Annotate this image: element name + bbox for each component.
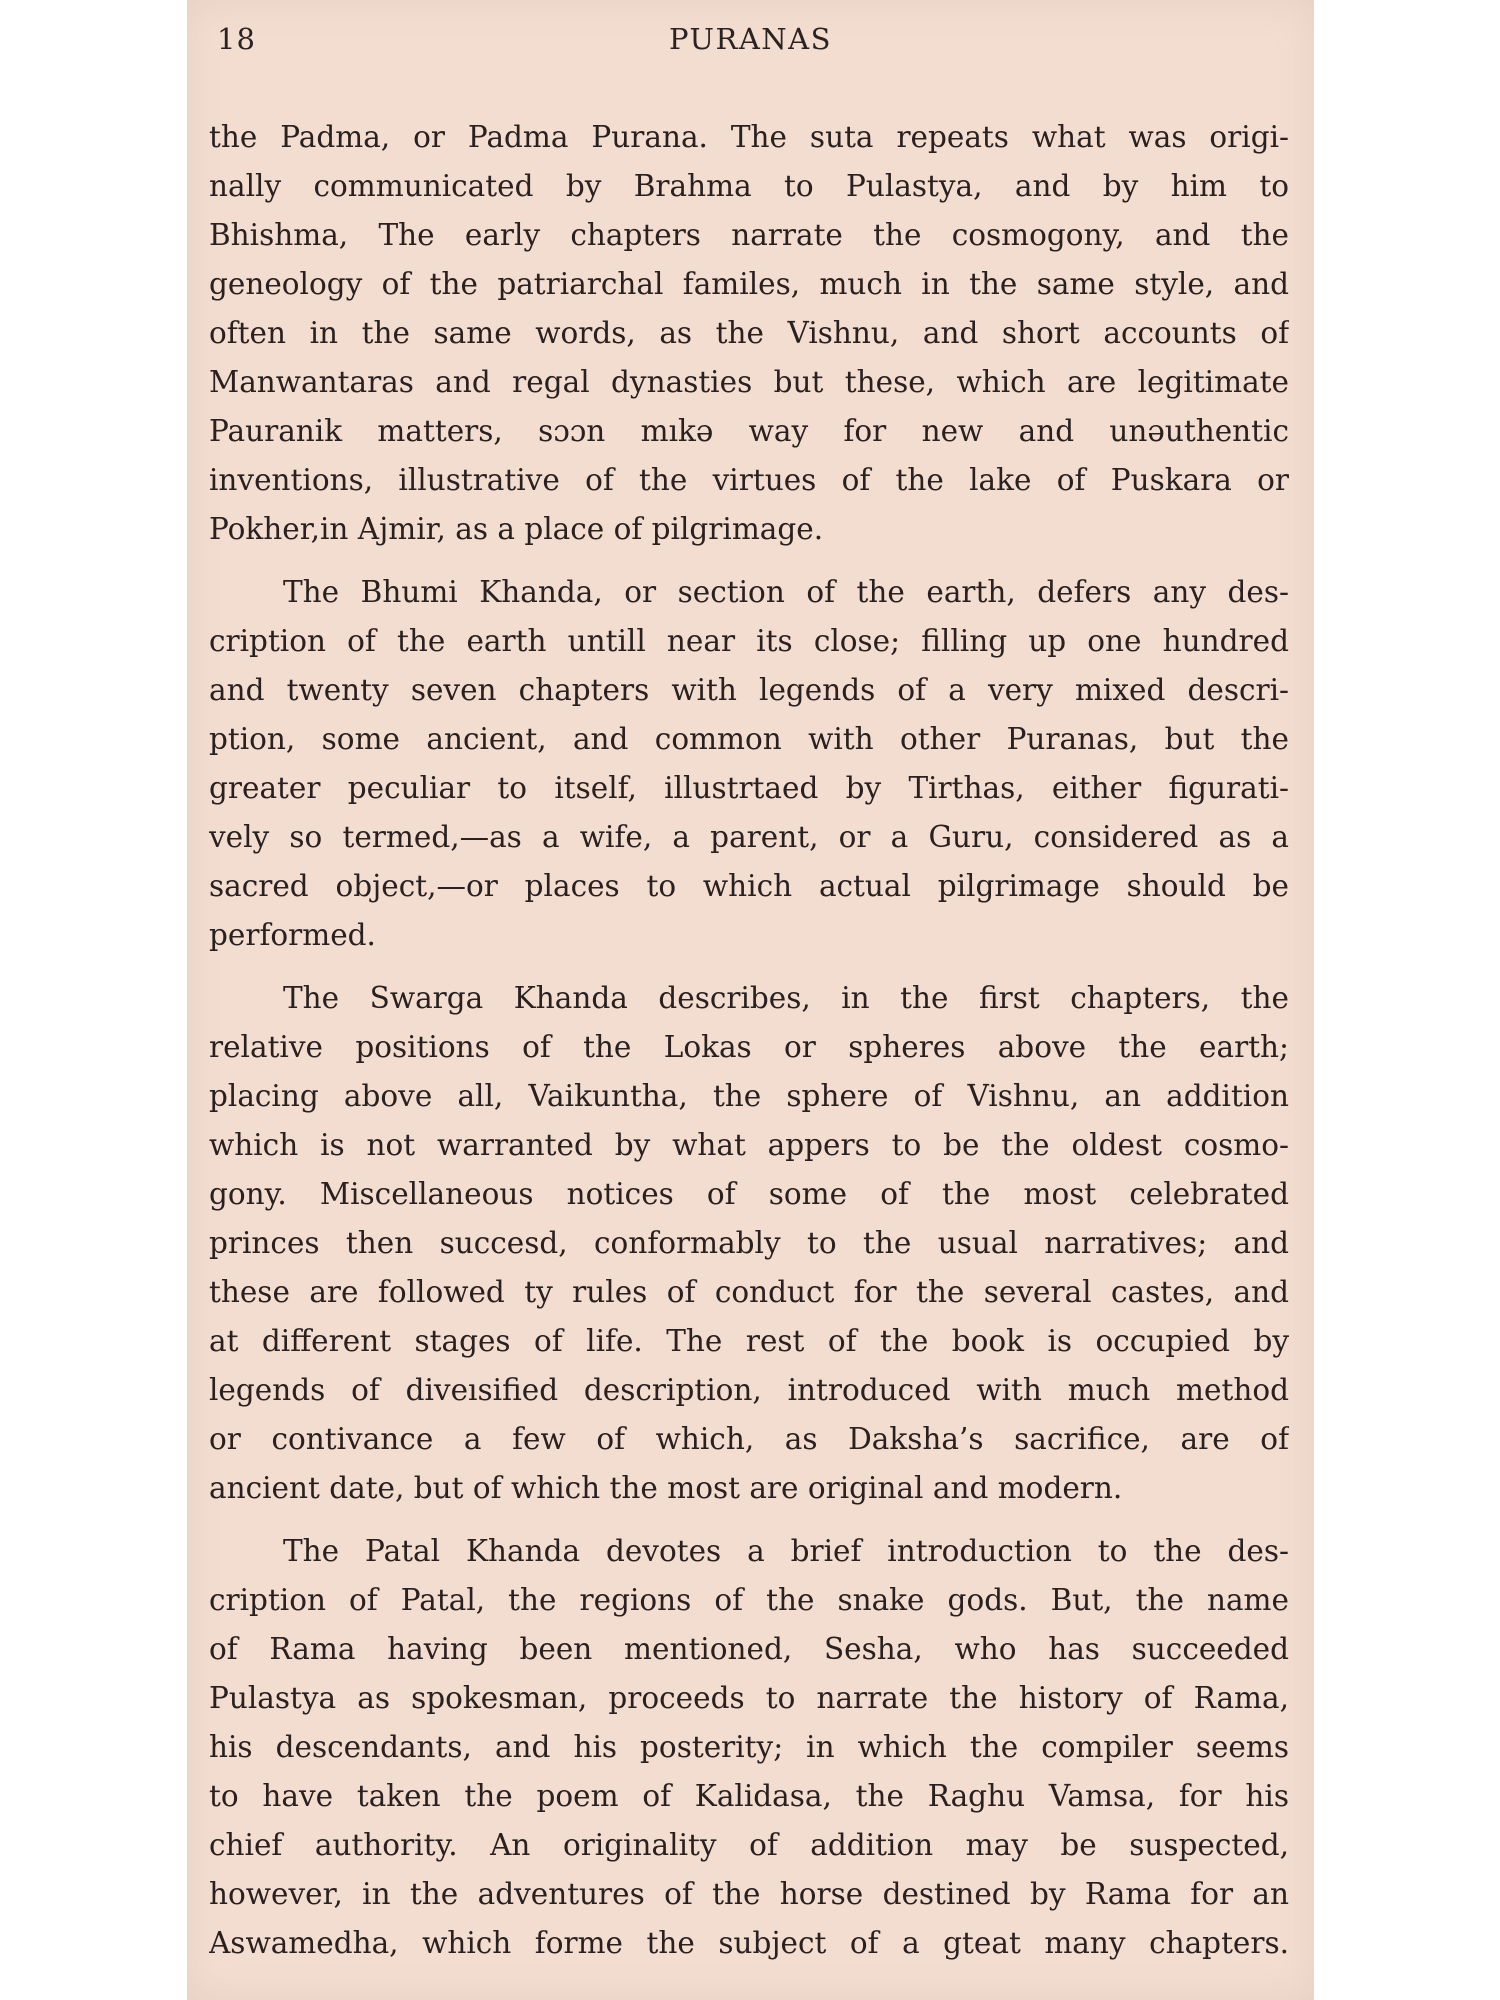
- text-line: the Padma, or Padma Purana. The suta repeats what was origi-: [209, 120, 1289, 154]
- text-line: inventions, illustrative of the virtues of the lake of Puskara or: [209, 463, 1289, 497]
- text-line: ancient date, but of which the most are original and modern.: [209, 1471, 1123, 1505]
- text-line: The Patal Khanda devotes a brief introduction to the des-: [283, 1534, 1289, 1568]
- text-line: relative positions of the Lokas or spheres above the earth;: [209, 1030, 1289, 1064]
- text-line: The Swarga Khanda describes, in the first chapters, the: [283, 981, 1289, 1015]
- text-line: The Bhumi Khanda, or section of the earth, defers any des-: [283, 575, 1289, 609]
- running-head: PURANAS: [669, 22, 832, 56]
- paragraph-patal-khanda: [209, 1527, 1289, 1968]
- text-line: Manwantaras and regal dynasties but these, which are legitimate: [209, 365, 1289, 399]
- text-line: placing above all, Vaikuntha, the sphere of Vishnu, an addition: [209, 1079, 1289, 1113]
- text-line: chief authority. An originality of addition may be suspected,: [209, 1828, 1289, 1862]
- text-line: geneology of the patriarchal familes, much in the same style, and: [209, 267, 1289, 301]
- text-line: cription of the earth untill near its close; filling up one hundred: [209, 624, 1289, 658]
- text-line: Pauranik matters, sɔɔn mıkə way for new and unəuthentic: [209, 414, 1289, 448]
- paragraph-bhumi-khanda: [209, 568, 1289, 960]
- text-line: these are followed ty rules of conduct for the several castes, and: [209, 1275, 1289, 1309]
- text-line: however, in the adventures of the horse destined by Rama for an: [209, 1877, 1289, 1911]
- text-line: cription of Patal, the regions of the snake gods. But, the name: [209, 1583, 1289, 1617]
- text-line: or contivance a few of which, as Daksha’s sacrifice, are of: [209, 1422, 1289, 1456]
- page-number: 18: [217, 22, 256, 56]
- paragraph-padma-purana: [209, 113, 1289, 554]
- text-line: gony. Miscellaneous notices of some of the most celebrated: [209, 1177, 1289, 1211]
- text-line: Pulastya as spokesman, proceeds to narrate the history of Rama,: [209, 1681, 1289, 1715]
- text-line: Bhishma, The early chapters narrate the cosmogony, and the: [209, 218, 1289, 252]
- text-line: performed.: [209, 918, 376, 952]
- text-line: at different stages of life. The rest of the book is occupied by: [209, 1324, 1289, 1358]
- text-line: greater peculiar to itself, illustrtaed by Tirthas, either figurati-: [209, 771, 1289, 805]
- text-line: of Rama having been mentioned, Sesha, who has succeeded: [209, 1632, 1289, 1666]
- page-header: [187, 18, 1314, 68]
- text-line: nally communicated by Brahma to Pulastya, and by him to: [209, 169, 1289, 203]
- text-line: Pokher,in Ajmir, as a place of pilgrimage.: [209, 512, 824, 546]
- book-page: [187, 0, 1314, 2000]
- body-text: [209, 113, 1289, 1968]
- text-line: Aswamedha, which forme the subject of a gteat many chapters.: [209, 1926, 1289, 1960]
- text-line: princes then succesd, conformably to the usual narratives; and: [209, 1226, 1289, 1260]
- text-line: and twenty seven chapters with legends of a very mixed descri-: [209, 673, 1289, 707]
- text-line: to have taken the poem of Kalidasa, the Raghu Vamsa, for his: [209, 1779, 1289, 1813]
- text-line: which is not warranted by what appers to be the oldest cosmo-: [209, 1128, 1289, 1162]
- text-line: legends of diveısified description, introduced with much method: [209, 1373, 1289, 1407]
- text-line: sacred object,—or places to which actual pilgrimage should be: [209, 869, 1289, 903]
- text-line: vely so termed,—as a wife, a parent, or a Guru, considered as a: [209, 820, 1289, 854]
- text-line: often in the same words, as the Vishnu, and short accounts of: [209, 316, 1289, 350]
- paragraph-swarga-khanda: [209, 974, 1289, 1513]
- text-line: ption, some ancient, and common with other Puranas, but the: [209, 722, 1289, 756]
- text-line: his descendants, and his posterity; in which the compiler seems: [209, 1730, 1289, 1764]
